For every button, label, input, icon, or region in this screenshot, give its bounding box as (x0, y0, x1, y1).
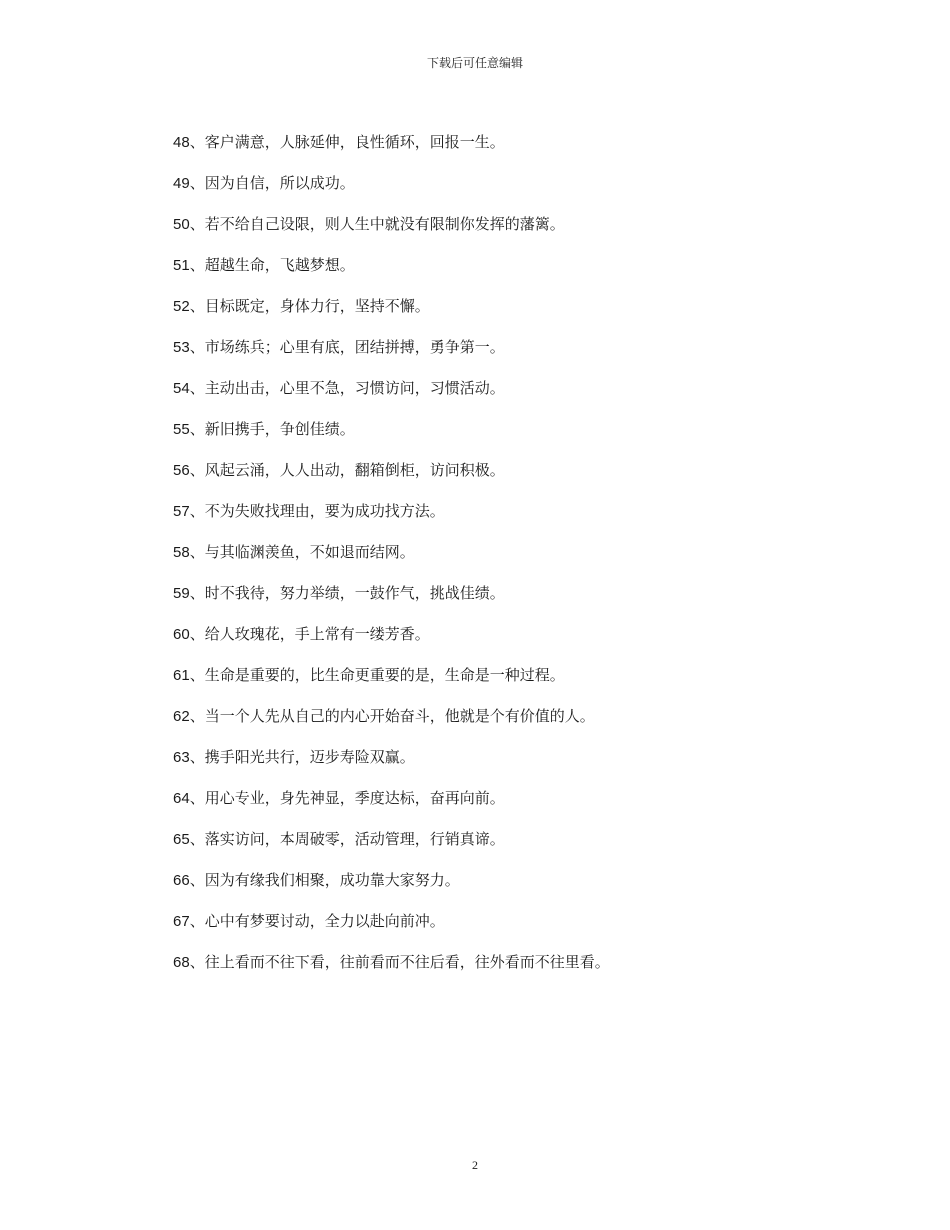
item-text: 、超越生命，飞越梦想。 (189, 256, 355, 274)
list-item (173, 623, 610, 664)
item-number: 49 (173, 175, 190, 192)
item-number: 62 (173, 708, 190, 725)
item-number: 59 (173, 585, 190, 602)
item-number: 66 (173, 872, 190, 889)
item-text: 、不为失败找理由，要为成功找方法。 (189, 502, 445, 520)
list-item (173, 869, 610, 910)
list-item (173, 541, 610, 582)
item-number: 54 (173, 380, 190, 397)
list-item (173, 664, 610, 705)
list-item (173, 582, 610, 623)
item-number: 65 (173, 831, 190, 848)
item-number: 52 (173, 298, 190, 315)
item-text: 、主动出击，心里不急，习惯访问，习惯活动。 (189, 379, 505, 397)
item-text: 、心中有梦要讨动，全力以赴向前冲。 (189, 912, 445, 930)
list-item (173, 377, 610, 418)
item-number: 68 (173, 954, 190, 971)
list-item (173, 746, 610, 787)
item-number: 53 (173, 339, 190, 356)
item-number: 58 (173, 544, 190, 561)
list-item (173, 951, 610, 992)
item-text: 、用心专业，身先神显，季度达标，奋再向前。 (189, 789, 505, 807)
list-item (173, 172, 610, 213)
list-item (173, 910, 610, 951)
slogan-list (173, 131, 610, 992)
item-text: 、目标既定，身体力行，坚持不懈。 (189, 297, 430, 315)
item-number: 50 (173, 216, 190, 233)
item-number: 55 (173, 421, 190, 438)
item-number: 56 (173, 462, 190, 479)
item-number: 63 (173, 749, 190, 766)
list-item (173, 705, 610, 746)
item-text: 、因为自信，所以成功。 (189, 174, 355, 192)
list-item (173, 295, 610, 336)
item-number: 61 (173, 667, 190, 684)
list-item (173, 787, 610, 828)
page-number: 2 (472, 1158, 478, 1172)
page-header: 下载后可任意编辑 (426, 56, 523, 70)
item-text: 、若不给自己设限，则人生中就没有限制你发挥的藩篱。 (189, 215, 565, 233)
list-item (173, 254, 610, 295)
list-item (173, 418, 610, 459)
item-text: 、与其临渊羡鱼，不如退而结网。 (189, 543, 415, 561)
item-text: 、因为有缘我们相聚，成功靠大家努力。 (189, 871, 460, 889)
item-text: 、携手阳光共行，迈步寿险双赢。 (189, 748, 415, 766)
item-number: 64 (173, 790, 190, 807)
item-text: 、时不我待，努力举绩，一鼓作气，挑战佳绩。 (189, 584, 505, 602)
item-number: 57 (173, 503, 190, 520)
item-text: 、给人玫瑰花，手上常有一缕芳香。 (189, 625, 430, 643)
list-item (173, 213, 610, 254)
list-item (173, 131, 610, 172)
item-text: 、新旧携手，争创佳绩。 (189, 420, 355, 438)
list-item (173, 500, 610, 541)
list-item (173, 828, 610, 869)
item-text: 、生命是重要的，比生命更重要的是，生命是一种过程。 (189, 666, 565, 684)
item-number: 67 (173, 913, 190, 930)
list-item (173, 336, 610, 377)
item-text: 、当一个人先从自己的内心开始奋斗，他就是个有价值的人。 (189, 707, 595, 725)
item-number: 48 (173, 134, 190, 151)
item-number: 60 (173, 626, 190, 643)
item-text: 、市场练兵；心里有底，团结拼搏，勇争第一。 (189, 338, 505, 356)
list-item (173, 459, 610, 500)
item-text: 、落实访问，本周破零，活动管理，行销真谛。 (189, 830, 505, 848)
item-text: 、客户满意，人脉延伸，良性循环，回报一生。 (189, 133, 505, 151)
item-number: 51 (173, 257, 190, 274)
item-text: 、风起云涌，人人出动，翻箱倒柜，访问积极。 (189, 461, 505, 479)
item-text: 、往上看而不往下看，往前看而不往后看，往外看而不往里看。 (189, 953, 610, 971)
